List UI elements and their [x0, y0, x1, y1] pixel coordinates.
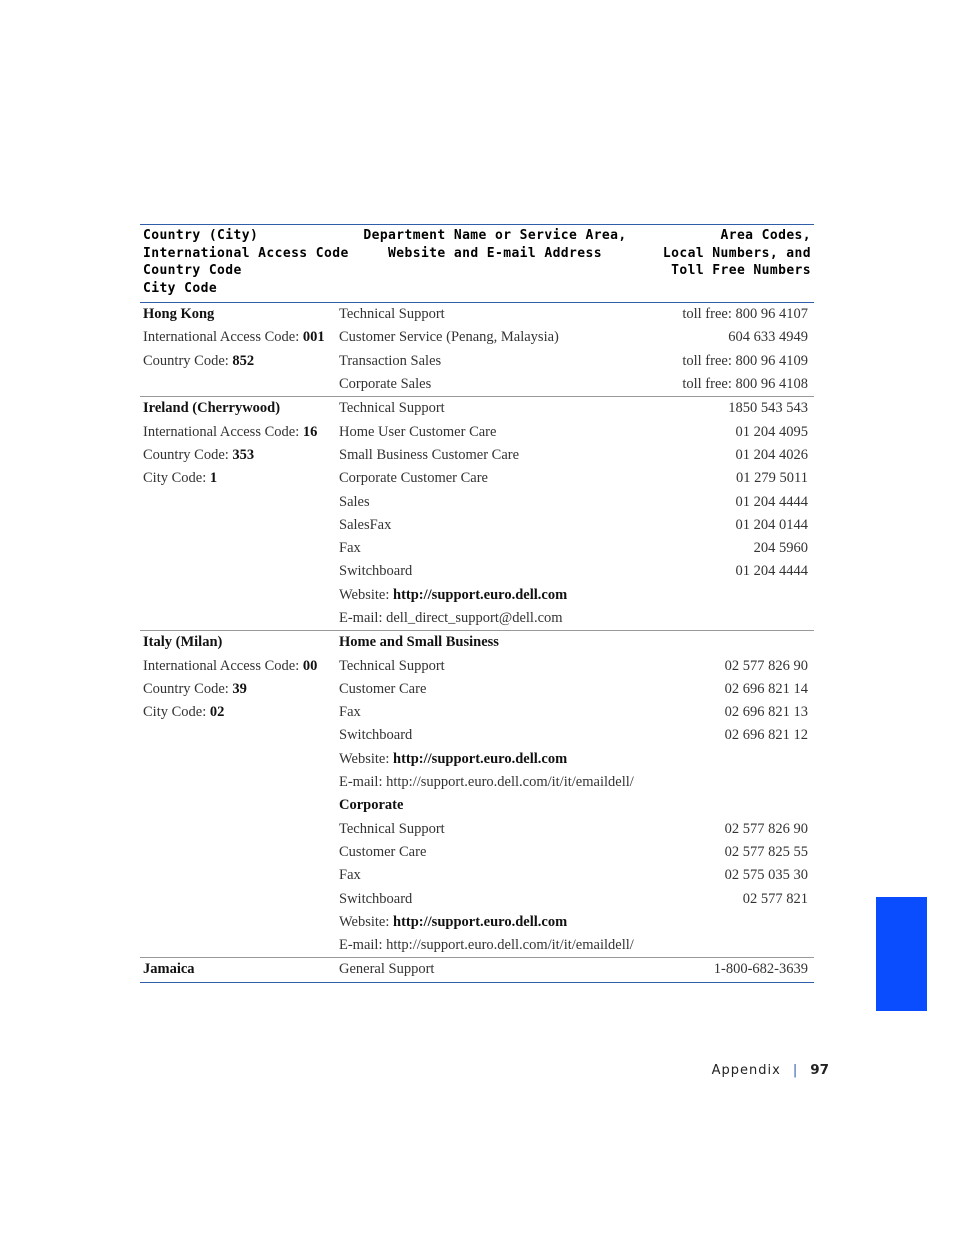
country-cell [140, 350, 336, 373]
country-cell [140, 818, 336, 841]
table-row [140, 584, 814, 607]
country-code-label: International Access Code: [143, 329, 303, 346]
phone-number: 01 279 5011 [736, 470, 808, 487]
country-code-label: City Code: [143, 470, 210, 487]
table-row [140, 444, 814, 467]
phone-number-cell [654, 584, 814, 607]
department-label: Technical Support [339, 657, 445, 674]
footer-separator: | [792, 1063, 799, 1078]
phone-number-cell [654, 397, 814, 421]
header-numbers-line: Local Numbers, and [662, 245, 811, 261]
phone-number: 02 577 826 90 [724, 657, 808, 674]
phone-number-cell [654, 818, 814, 841]
country-cell [140, 958, 336, 982]
phone-number: 01 204 4026 [735, 446, 808, 463]
phone-number: 02 577 826 90 [724, 820, 808, 837]
country-name: Jamaica [143, 961, 195, 978]
department-cell [336, 490, 654, 513]
country-code-label: International Access Code: [143, 657, 303, 674]
table-row [140, 934, 814, 958]
phone-number: 204 5960 [753, 540, 808, 557]
department-label: Small Business Customer Care [339, 446, 520, 463]
country-code-value: 02 [209, 704, 225, 721]
department-label: Fax [339, 867, 361, 884]
table-row [140, 607, 814, 631]
header-numbers-line: Area Codes, [720, 228, 811, 243]
department-label: Customer Service (Penang, Malaysia) [339, 329, 559, 346]
country-code-value: 001 [302, 329, 325, 346]
phone-number-cell [654, 350, 814, 373]
department-label: Transaction Sales [339, 352, 442, 369]
contact-table [140, 224, 814, 983]
table-row [140, 467, 814, 490]
department-label: Switchboard [339, 890, 413, 907]
header-department-line: Department Name or Service Area, [363, 228, 627, 243]
department-label: SalesFax [339, 516, 392, 533]
table-row [140, 420, 814, 443]
table-row [140, 724, 814, 747]
table-row [140, 701, 814, 724]
department-label: Switchboard [339, 563, 413, 580]
footer-section-title: Appendix [711, 1063, 781, 1078]
phone-number: toll free: 800 96 4109 [682, 352, 808, 369]
department-label: E-mail: http://support.euro.dell.com/it/it/emaildell/ [339, 937, 634, 954]
department-cell [336, 841, 654, 864]
phone-number-cell [654, 841, 814, 864]
department-label: Home User Customer Care [339, 423, 497, 440]
phone-number-cell [654, 724, 814, 747]
country-code-value: 852 [232, 352, 255, 369]
country-cell [140, 771, 336, 794]
department-cell [336, 560, 654, 583]
table-row [140, 864, 814, 887]
country-code-value: 39 [232, 680, 247, 697]
header-country-line: City Code [143, 280, 218, 296]
table-row [140, 326, 814, 349]
country-cell [140, 584, 336, 607]
country-code-label: International Access Code: [143, 423, 303, 440]
phone-number: 02 577 825 55 [724, 843, 808, 860]
department-cell [336, 678, 654, 701]
country-cell [140, 537, 336, 560]
phone-number-cell [654, 420, 814, 443]
table-header [140, 225, 814, 303]
department-label: Customer Care [339, 680, 427, 697]
header-department-line: Website and E-mail Address [388, 245, 602, 261]
table-row [140, 303, 814, 327]
phone-number: 02 575 035 30 [724, 867, 808, 884]
department-cell [336, 537, 654, 560]
header-country-line: Country Code [143, 263, 242, 278]
header-numbers-line: Toll Free Numbers [671, 263, 811, 278]
table-row [140, 373, 814, 397]
country-cell [140, 303, 336, 327]
country-cell [140, 934, 336, 958]
table-row [140, 678, 814, 701]
table-row [140, 818, 814, 841]
department-label: Fax [339, 540, 361, 557]
department-label: E-mail: http://support.euro.dell.com/it/it/emaildell/ [339, 774, 634, 791]
department-cell [336, 771, 654, 794]
country-code-label: Country Code: [143, 446, 233, 463]
phone-number-cell [654, 444, 814, 467]
phone-number-cell [654, 490, 814, 513]
phone-number-cell [654, 537, 814, 560]
country-code-label: City Code: [143, 704, 210, 721]
department-label: Technical Support [339, 306, 445, 323]
department-label: Website: [339, 586, 393, 603]
header-department [336, 225, 654, 303]
department-cell [336, 373, 654, 397]
phone-number: 02 696 821 13 [724, 704, 808, 721]
phone-number: 604 633 4949 [728, 329, 808, 346]
department-cell [336, 514, 654, 537]
country-cell [140, 607, 336, 631]
phone-number-cell [654, 864, 814, 887]
table-row [140, 654, 814, 677]
country-cell [140, 490, 336, 513]
phone-number-cell [654, 373, 814, 397]
table-row [140, 350, 814, 373]
table-row [140, 631, 814, 655]
department-label: Switchboard [339, 727, 413, 744]
phone-number: 1-800-682-3639 [713, 961, 808, 978]
department-cell [336, 444, 654, 467]
phone-number-cell [654, 678, 814, 701]
phone-number-cell [654, 303, 814, 327]
website-link[interactable]: http://support.euro.dell.com [393, 586, 568, 603]
department-label: Fax [339, 704, 361, 721]
country-code-label: Country Code: [143, 352, 233, 369]
website-link[interactable]: http://support.euro.dell.com [393, 913, 568, 930]
table-row [140, 771, 814, 794]
table-row [140, 560, 814, 583]
country-cell [140, 654, 336, 677]
phone-number-cell [654, 958, 814, 982]
phone-number: 01 204 4095 [735, 423, 808, 440]
phone-number-cell [654, 654, 814, 677]
department-label: Customer Care [339, 843, 427, 860]
country-cell [140, 864, 336, 887]
country-cell [140, 397, 336, 421]
phone-number-cell [654, 887, 814, 910]
table-body [140, 303, 814, 983]
table-row [140, 887, 814, 910]
phone-number-cell [654, 607, 814, 631]
country-cell [140, 467, 336, 490]
department-cell [336, 303, 654, 327]
department-cell [336, 420, 654, 443]
country-name: Ireland (Cherrywood) [143, 400, 281, 417]
department-cell [336, 911, 654, 934]
table-row [140, 958, 814, 982]
table-row [140, 748, 814, 771]
table-row [140, 490, 814, 513]
country-code-value: 353 [232, 446, 255, 463]
header-country [140, 225, 349, 303]
department-cell [336, 794, 654, 817]
department-label: Website: [339, 913, 393, 930]
phone-number-cell [654, 326, 814, 349]
department-cell [336, 958, 654, 982]
country-cell [140, 794, 336, 817]
department-label: General Support [339, 961, 435, 978]
phone-number: 02 696 821 14 [724, 680, 808, 697]
table-row [140, 397, 814, 421]
department-cell [336, 631, 654, 655]
country-cell [140, 444, 336, 467]
header-numbers [654, 225, 814, 303]
phone-number: 02 696 821 12 [724, 727, 808, 744]
country-cell [140, 514, 336, 537]
phone-number: 1850 543 543 [728, 400, 808, 417]
table-row [140, 794, 814, 817]
phone-number: 02 577 821 [742, 890, 808, 907]
department-cell [336, 654, 654, 677]
phone-number-cell [654, 771, 814, 794]
department-cell [336, 724, 654, 747]
country-cell [140, 420, 336, 443]
department-label: Sales [339, 493, 370, 510]
department-cell [336, 350, 654, 373]
phone-number-cell [654, 794, 814, 817]
table-row [140, 841, 814, 864]
header-country-line: Country (City) [143, 228, 259, 243]
department-label: E-mail: dell_direct_support@dell.com [339, 610, 563, 626]
department-cell [336, 887, 654, 910]
country-cell [140, 701, 336, 724]
phone-number: toll free: 800 96 4108 [682, 376, 808, 393]
country-code-value: 1 [209, 470, 218, 487]
country-cell [140, 911, 336, 934]
department-cell [336, 701, 654, 724]
phone-number: 01 204 4444 [735, 563, 808, 580]
department-label: Technical Support [339, 820, 445, 837]
website-link[interactable]: http://support.euro.dell.com [393, 750, 568, 767]
country-cell [140, 724, 336, 747]
country-code-value: 00 [302, 657, 318, 674]
country-code-value: 16 [302, 423, 318, 440]
country-cell [140, 841, 336, 864]
department-cell [336, 467, 654, 490]
country-cell [140, 326, 336, 349]
country-cell [140, 373, 336, 397]
phone-number-cell [654, 934, 814, 958]
phone-number: toll free: 800 96 4107 [682, 306, 808, 323]
department-cell [336, 584, 654, 607]
country-cell [140, 887, 336, 910]
department-label: Corporate Sales [339, 376, 432, 393]
department-label: Website: [339, 750, 393, 767]
phone-number-cell [654, 514, 814, 537]
page-footer [712, 1062, 829, 1078]
country-code-label: Country Code: [143, 680, 233, 697]
department-cell [336, 397, 654, 421]
department-label: Technical Support [339, 400, 445, 417]
phone-number-cell [654, 631, 814, 655]
department-label: Corporate Customer Care [339, 470, 488, 487]
header-country-line: International Access Code [143, 245, 349, 261]
department-cell [336, 864, 654, 887]
phone-number-cell [654, 467, 814, 490]
section-heading: Home and Small Business [339, 634, 499, 651]
phone-number-cell [654, 560, 814, 583]
country-name: Hong Kong [143, 306, 215, 323]
chapter-thumb-tab [876, 897, 927, 1011]
phone-number-cell [654, 911, 814, 934]
country-cell [140, 748, 336, 771]
department-cell [336, 934, 654, 958]
department-cell [336, 818, 654, 841]
phone-number: 01 204 4444 [735, 493, 808, 510]
table-row [140, 537, 814, 560]
page-number: 97 [810, 1062, 829, 1078]
country-name: Italy (Milan) [143, 634, 223, 651]
country-cell [140, 678, 336, 701]
phone-number-cell [654, 701, 814, 724]
department-cell [336, 748, 654, 771]
country-cell [140, 560, 336, 583]
department-cell [336, 607, 654, 631]
country-cell [140, 631, 336, 655]
phone-number-cell [654, 748, 814, 771]
section-heading: Corporate [339, 797, 404, 814]
table-row [140, 514, 814, 537]
table-row [140, 911, 814, 934]
phone-number: 01 204 0144 [735, 516, 808, 533]
department-cell [336, 326, 654, 349]
